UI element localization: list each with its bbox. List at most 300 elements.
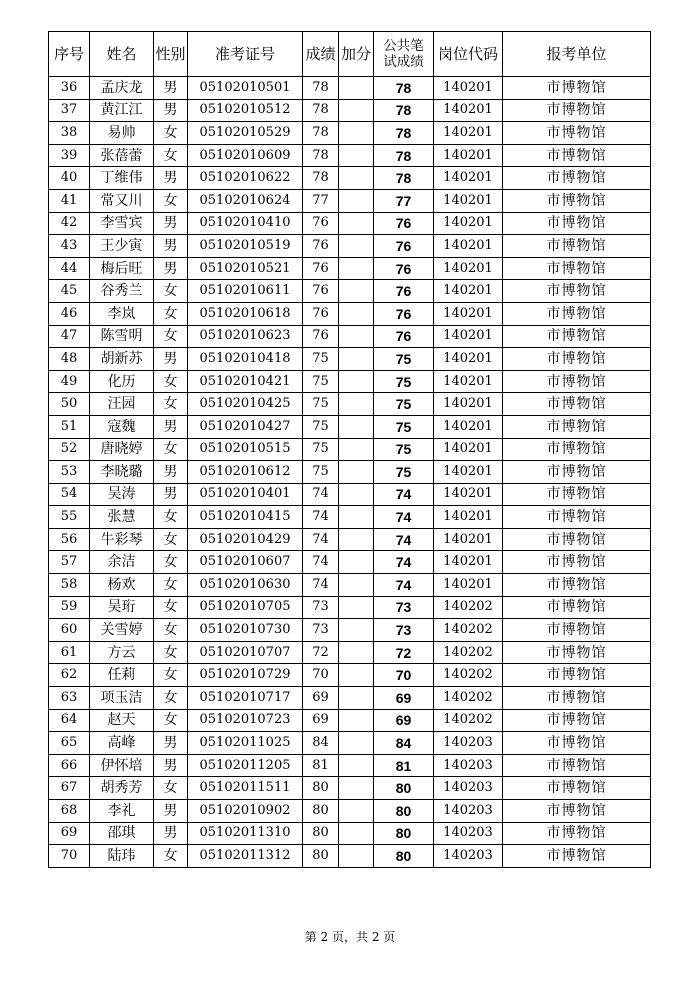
- cell-ticket: 05102010425: [188, 393, 303, 416]
- cell-score: 78: [303, 144, 339, 167]
- cell-name: 化历: [90, 370, 154, 393]
- cell-bonus: [339, 257, 374, 280]
- cell-written-score: 76: [374, 325, 434, 348]
- cell-index: 47: [49, 325, 90, 348]
- cell-post-code: 140201: [434, 99, 503, 122]
- header-row: [49, 32, 651, 77]
- header-written-line2: 试成绩: [383, 54, 424, 70]
- cell-written-score: 75: [374, 415, 434, 438]
- cell-gender: 女: [154, 574, 188, 597]
- cell-gender: 男: [154, 257, 188, 280]
- cell-name: 寇魏: [90, 415, 154, 438]
- cell-post-code: 140201: [434, 212, 503, 235]
- table-row: [49, 144, 651, 167]
- cell-score: 69: [303, 687, 339, 710]
- cell-index: 42: [49, 212, 90, 235]
- cell-post-code: 140202: [434, 687, 503, 710]
- cell-written-score: 74: [374, 551, 434, 574]
- cell-post-code: 140201: [434, 348, 503, 371]
- cell-unit: 市博物馆: [503, 528, 651, 551]
- cell-unit: 市博物馆: [503, 461, 651, 484]
- cell-bonus: [339, 664, 374, 687]
- table-row: [49, 167, 651, 190]
- cell-gender: 男: [154, 212, 188, 235]
- cell-bonus: [339, 302, 374, 325]
- header-score: 成绩: [303, 32, 339, 77]
- cell-index: 36: [49, 77, 90, 100]
- cell-name: 黄江江: [90, 99, 154, 122]
- cell-unit: 市博物馆: [503, 822, 651, 845]
- cell-post-code: 140203: [434, 777, 503, 800]
- cell-unit: 市博物馆: [503, 845, 651, 868]
- header-bonus: 加分: [339, 32, 374, 77]
- cell-unit: 市博物馆: [503, 257, 651, 280]
- cell-post-code: 140201: [434, 415, 503, 438]
- cell-score: 75: [303, 393, 339, 416]
- cell-post-code: 140201: [434, 257, 503, 280]
- cell-unit: 市博物馆: [503, 754, 651, 777]
- cell-score: 78: [303, 122, 339, 145]
- cell-index: 46: [49, 302, 90, 325]
- cell-bonus: [339, 845, 374, 868]
- cell-index: 52: [49, 438, 90, 461]
- cell-gender: 女: [154, 189, 188, 212]
- cell-post-code: 140202: [434, 709, 503, 732]
- cell-written-score: 78: [374, 167, 434, 190]
- cell-ticket: 05102010410: [188, 212, 303, 235]
- cell-post-code: 140202: [434, 641, 503, 664]
- cell-gender: 女: [154, 144, 188, 167]
- cell-ticket: 05102011205: [188, 754, 303, 777]
- cell-index: 48: [49, 348, 90, 371]
- cell-ticket: 05102010529: [188, 122, 303, 145]
- cell-post-code: 140203: [434, 800, 503, 823]
- cell-bonus: [339, 732, 374, 755]
- cell-gender: 男: [154, 415, 188, 438]
- cell-ticket: 05102010521: [188, 257, 303, 280]
- table-row: [49, 664, 651, 687]
- table-row: [49, 845, 651, 868]
- cell-bonus: [339, 438, 374, 461]
- cell-unit: 市博物馆: [503, 709, 651, 732]
- cell-name: 孟庆龙: [90, 77, 154, 100]
- cell-written-score: 76: [374, 235, 434, 258]
- table-row: [49, 822, 651, 845]
- cell-gender: 男: [154, 235, 188, 258]
- cell-post-code: 140201: [434, 302, 503, 325]
- cell-ticket: 05102010717: [188, 687, 303, 710]
- cell-score: 75: [303, 370, 339, 393]
- cell-gender: 男: [154, 167, 188, 190]
- cell-unit: 市博物馆: [503, 302, 651, 325]
- cell-post-code: 140201: [434, 528, 503, 551]
- cell-post-code: 140201: [434, 77, 503, 100]
- table-row: [49, 574, 651, 597]
- cell-index: 39: [49, 144, 90, 167]
- cell-gender: 女: [154, 280, 188, 303]
- cell-score: 80: [303, 777, 339, 800]
- cell-name: 汪园: [90, 393, 154, 416]
- table-row: [49, 461, 651, 484]
- page-footer: 第 2 页，共 2 页: [304, 930, 396, 944]
- cell-index: 62: [49, 664, 90, 687]
- cell-gender: 女: [154, 122, 188, 145]
- cell-gender: 男: [154, 461, 188, 484]
- cell-name: 关雪婷: [90, 619, 154, 642]
- cell-index: 55: [49, 506, 90, 529]
- header-post-code: 岗位代码: [434, 32, 503, 77]
- cell-ticket: 05102010607: [188, 551, 303, 574]
- cell-unit: 市博物馆: [503, 619, 651, 642]
- cell-index: 54: [49, 483, 90, 506]
- cell-unit: 市博物馆: [503, 483, 651, 506]
- cell-ticket: 05102011511: [188, 777, 303, 800]
- cell-written-score: 75: [374, 393, 434, 416]
- cell-bonus: [339, 709, 374, 732]
- cell-name: 常又川: [90, 189, 154, 212]
- cell-ticket: 05102010427: [188, 415, 303, 438]
- table-row: [49, 99, 651, 122]
- table-row: [49, 325, 651, 348]
- cell-gender: 男: [154, 99, 188, 122]
- cell-index: 58: [49, 574, 90, 597]
- cell-post-code: 140201: [434, 167, 503, 190]
- cell-bonus: [339, 619, 374, 642]
- cell-unit: 市博物馆: [503, 777, 651, 800]
- cell-ticket: 05102010723: [188, 709, 303, 732]
- cell-post-code: 140203: [434, 754, 503, 777]
- cell-index: 45: [49, 280, 90, 303]
- cell-unit: 市博物馆: [503, 212, 651, 235]
- cell-unit: 市博物馆: [503, 506, 651, 529]
- header-ticket: 准考证号: [188, 32, 303, 77]
- cell-post-code: 140201: [434, 325, 503, 348]
- cell-post-code: 140201: [434, 574, 503, 597]
- cell-post-code: 140201: [434, 461, 503, 484]
- cell-index: 63: [49, 687, 90, 710]
- cell-written-score: 74: [374, 528, 434, 551]
- cell-written-score: 80: [374, 845, 434, 868]
- cell-score: 74: [303, 574, 339, 597]
- table-row: [49, 280, 651, 303]
- cell-post-code: 140201: [434, 393, 503, 416]
- cell-index: 37: [49, 99, 90, 122]
- cell-score: 75: [303, 348, 339, 371]
- cell-unit: 市博物馆: [503, 551, 651, 574]
- table-row: [49, 619, 651, 642]
- cell-gender: 男: [154, 822, 188, 845]
- cell-unit: 市博物馆: [503, 687, 651, 710]
- cell-bonus: [339, 77, 374, 100]
- cell-written-score: 69: [374, 709, 434, 732]
- cell-name: 易帅: [90, 122, 154, 145]
- cell-gender: 女: [154, 619, 188, 642]
- cell-name: 余洁: [90, 551, 154, 574]
- cell-name: 王少寅: [90, 235, 154, 258]
- cell-written-score: 80: [374, 777, 434, 800]
- cell-ticket: 05102010624: [188, 189, 303, 212]
- cell-name: 胡秀芳: [90, 777, 154, 800]
- cell-written-score: 73: [374, 596, 434, 619]
- cell-index: 59: [49, 596, 90, 619]
- cell-score: 80: [303, 800, 339, 823]
- cell-written-score: 69: [374, 687, 434, 710]
- table-row: [49, 732, 651, 755]
- cell-bonus: [339, 122, 374, 145]
- cell-unit: 市博物馆: [503, 280, 651, 303]
- cell-score: 69: [303, 709, 339, 732]
- cell-ticket: 05102010729: [188, 664, 303, 687]
- cell-bonus: [339, 574, 374, 597]
- cell-gender: 女: [154, 641, 188, 664]
- cell-score: 78: [303, 167, 339, 190]
- cell-unit: 市博物馆: [503, 596, 651, 619]
- cell-unit: 市博物馆: [503, 77, 651, 100]
- cell-ticket: 05102010401: [188, 483, 303, 506]
- cell-ticket: 05102010730: [188, 619, 303, 642]
- cell-gender: 男: [154, 732, 188, 755]
- cell-bonus: [339, 483, 374, 506]
- cell-bonus: [339, 393, 374, 416]
- table-row: [49, 551, 651, 574]
- cell-bonus: [339, 189, 374, 212]
- cell-ticket: 05102010418: [188, 348, 303, 371]
- cell-name: 陈雪明: [90, 325, 154, 348]
- cell-index: 67: [49, 777, 90, 800]
- cell-bonus: [339, 754, 374, 777]
- cell-gender: 女: [154, 393, 188, 416]
- table-row: [49, 800, 651, 823]
- cell-written-score: 75: [374, 438, 434, 461]
- cell-gender: 女: [154, 664, 188, 687]
- table-row: [49, 235, 651, 258]
- cell-written-score: 76: [374, 302, 434, 325]
- cell-unit: 市博物馆: [503, 370, 651, 393]
- table-row: [49, 348, 651, 371]
- cell-bonus: [339, 348, 374, 371]
- cell-score: 74: [303, 483, 339, 506]
- cell-written-score: 75: [374, 348, 434, 371]
- cell-unit: 市博物馆: [503, 144, 651, 167]
- cell-post-code: 140201: [434, 506, 503, 529]
- cell-written-score: 80: [374, 800, 434, 823]
- cell-bonus: [339, 235, 374, 258]
- cell-name: 张蓓蕾: [90, 144, 154, 167]
- cell-index: 65: [49, 732, 90, 755]
- cell-bonus: [339, 687, 374, 710]
- cell-name: 梅后旺: [90, 257, 154, 280]
- table-row: [49, 415, 651, 438]
- cell-score: 73: [303, 619, 339, 642]
- table-row: [49, 506, 651, 529]
- cell-written-score: 74: [374, 483, 434, 506]
- cell-bonus: [339, 800, 374, 823]
- cell-bonus: [339, 325, 374, 348]
- cell-bonus: [339, 822, 374, 845]
- cell-unit: 市博物馆: [503, 438, 651, 461]
- cell-written-score: 76: [374, 257, 434, 280]
- table-row: [49, 641, 651, 664]
- cell-written-score: 81: [374, 754, 434, 777]
- cell-unit: 市博物馆: [503, 325, 651, 348]
- cell-ticket: 05102011310: [188, 822, 303, 845]
- cell-unit: 市博物馆: [503, 167, 651, 190]
- cell-name: 项玉洁: [90, 687, 154, 710]
- cell-gender: 女: [154, 551, 188, 574]
- cell-index: 49: [49, 370, 90, 393]
- cell-score: 80: [303, 822, 339, 845]
- cell-written-score: 84: [374, 732, 434, 755]
- cell-gender: 男: [154, 77, 188, 100]
- cell-written-score: 76: [374, 280, 434, 303]
- cell-name: 伊怀培: [90, 754, 154, 777]
- cell-score: 80: [303, 845, 339, 868]
- cell-bonus: [339, 370, 374, 393]
- header-gender: 性别: [154, 32, 188, 77]
- cell-gender: 女: [154, 370, 188, 393]
- cell-unit: 市博物馆: [503, 189, 651, 212]
- cell-score: 77: [303, 189, 339, 212]
- cell-gender: 男: [154, 348, 188, 371]
- cell-unit: 市博物馆: [503, 122, 651, 145]
- cell-bonus: [339, 461, 374, 484]
- cell-gender: 女: [154, 438, 188, 461]
- cell-score: 73: [303, 596, 339, 619]
- table-row: [49, 122, 651, 145]
- cell-score: 74: [303, 551, 339, 574]
- table-row: [49, 777, 651, 800]
- cell-gender: 女: [154, 302, 188, 325]
- table-row: [49, 483, 651, 506]
- cell-gender: 女: [154, 506, 188, 529]
- cell-name: 李雪宾: [90, 212, 154, 235]
- cell-name: 方云: [90, 641, 154, 664]
- cell-index: 68: [49, 800, 90, 823]
- header-written-score: [374, 32, 434, 77]
- cell-score: 76: [303, 325, 339, 348]
- cell-ticket: 05102010415: [188, 506, 303, 529]
- cell-name: 高峰: [90, 732, 154, 755]
- cell-index: 56: [49, 528, 90, 551]
- cell-written-score: 75: [374, 461, 434, 484]
- cell-written-score: 75: [374, 370, 434, 393]
- cell-ticket: 05102010611: [188, 280, 303, 303]
- cell-score: 72: [303, 641, 339, 664]
- cell-ticket: 05102010705: [188, 596, 303, 619]
- cell-ticket: 05102010515: [188, 438, 303, 461]
- cell-post-code: 140201: [434, 189, 503, 212]
- cell-bonus: [339, 596, 374, 619]
- cell-name: 李晓璐: [90, 461, 154, 484]
- cell-written-score: 80: [374, 822, 434, 845]
- cell-unit: 市博物馆: [503, 415, 651, 438]
- cell-name: 谷秀兰: [90, 280, 154, 303]
- header-unit: 报考单位: [503, 32, 651, 77]
- cell-index: 69: [49, 822, 90, 845]
- cell-post-code: 140202: [434, 664, 503, 687]
- cell-post-code: 140201: [434, 438, 503, 461]
- cell-ticket: 05102010519: [188, 235, 303, 258]
- table-row: [49, 754, 651, 777]
- cell-post-code: 140201: [434, 483, 503, 506]
- cell-written-score: 70: [374, 664, 434, 687]
- table-row: [49, 77, 651, 100]
- cell-unit: 市博物馆: [503, 99, 651, 122]
- table-row: [49, 687, 651, 710]
- cell-unit: 市博物馆: [503, 235, 651, 258]
- cell-written-score: 72: [374, 641, 434, 664]
- results-table: [48, 31, 651, 868]
- cell-post-code: 140201: [434, 551, 503, 574]
- cell-name: 陆玮: [90, 845, 154, 868]
- cell-score: 78: [303, 77, 339, 100]
- cell-written-score: 78: [374, 77, 434, 100]
- cell-gender: 女: [154, 777, 188, 800]
- cell-score: 75: [303, 415, 339, 438]
- cell-score: 78: [303, 99, 339, 122]
- cell-ticket: 05102010707: [188, 641, 303, 664]
- cell-written-score: 74: [374, 506, 434, 529]
- cell-unit: 市博物馆: [503, 393, 651, 416]
- cell-written-score: 78: [374, 144, 434, 167]
- cell-score: 76: [303, 257, 339, 280]
- cell-unit: 市博物馆: [503, 641, 651, 664]
- cell-bonus: [339, 641, 374, 664]
- cell-name: 吴涛: [90, 483, 154, 506]
- cell-ticket: 05102011025: [188, 732, 303, 755]
- cell-gender: 女: [154, 325, 188, 348]
- cell-written-score: 76: [374, 212, 434, 235]
- cell-gender: 女: [154, 845, 188, 868]
- cell-gender: 男: [154, 800, 188, 823]
- cell-bonus: [339, 415, 374, 438]
- cell-post-code: 140203: [434, 822, 503, 845]
- cell-index: 61: [49, 641, 90, 664]
- cell-ticket: 05102010622: [188, 167, 303, 190]
- cell-name: 吴珩: [90, 596, 154, 619]
- cell-post-code: 140201: [434, 144, 503, 167]
- cell-bonus: [339, 144, 374, 167]
- table-body: [49, 77, 651, 868]
- cell-index: 66: [49, 754, 90, 777]
- cell-unit: 市博物馆: [503, 800, 651, 823]
- cell-ticket: 05102010902: [188, 800, 303, 823]
- cell-name: 李岚: [90, 302, 154, 325]
- cell-index: 57: [49, 551, 90, 574]
- cell-ticket: 05102010612: [188, 461, 303, 484]
- table-row: [49, 370, 651, 393]
- cell-index: 44: [49, 257, 90, 280]
- cell-post-code: 140201: [434, 280, 503, 303]
- header-written-line1: 公共笔: [383, 38, 424, 54]
- cell-post-code: 140202: [434, 619, 503, 642]
- cell-post-code: 140201: [434, 235, 503, 258]
- cell-unit: 市博物馆: [503, 574, 651, 597]
- cell-gender: 男: [154, 483, 188, 506]
- cell-name: 杨欢: [90, 574, 154, 597]
- table-row: [49, 189, 651, 212]
- cell-ticket: 05102010630: [188, 574, 303, 597]
- table-row: [49, 393, 651, 416]
- table-row: [49, 438, 651, 461]
- cell-name: 李礼: [90, 800, 154, 823]
- cell-name: 赵天: [90, 709, 154, 732]
- cell-score: 75: [303, 461, 339, 484]
- cell-written-score: 73: [374, 619, 434, 642]
- cell-name: 丁维伟: [90, 167, 154, 190]
- cell-ticket: 05102010623: [188, 325, 303, 348]
- cell-name: 唐晓婷: [90, 438, 154, 461]
